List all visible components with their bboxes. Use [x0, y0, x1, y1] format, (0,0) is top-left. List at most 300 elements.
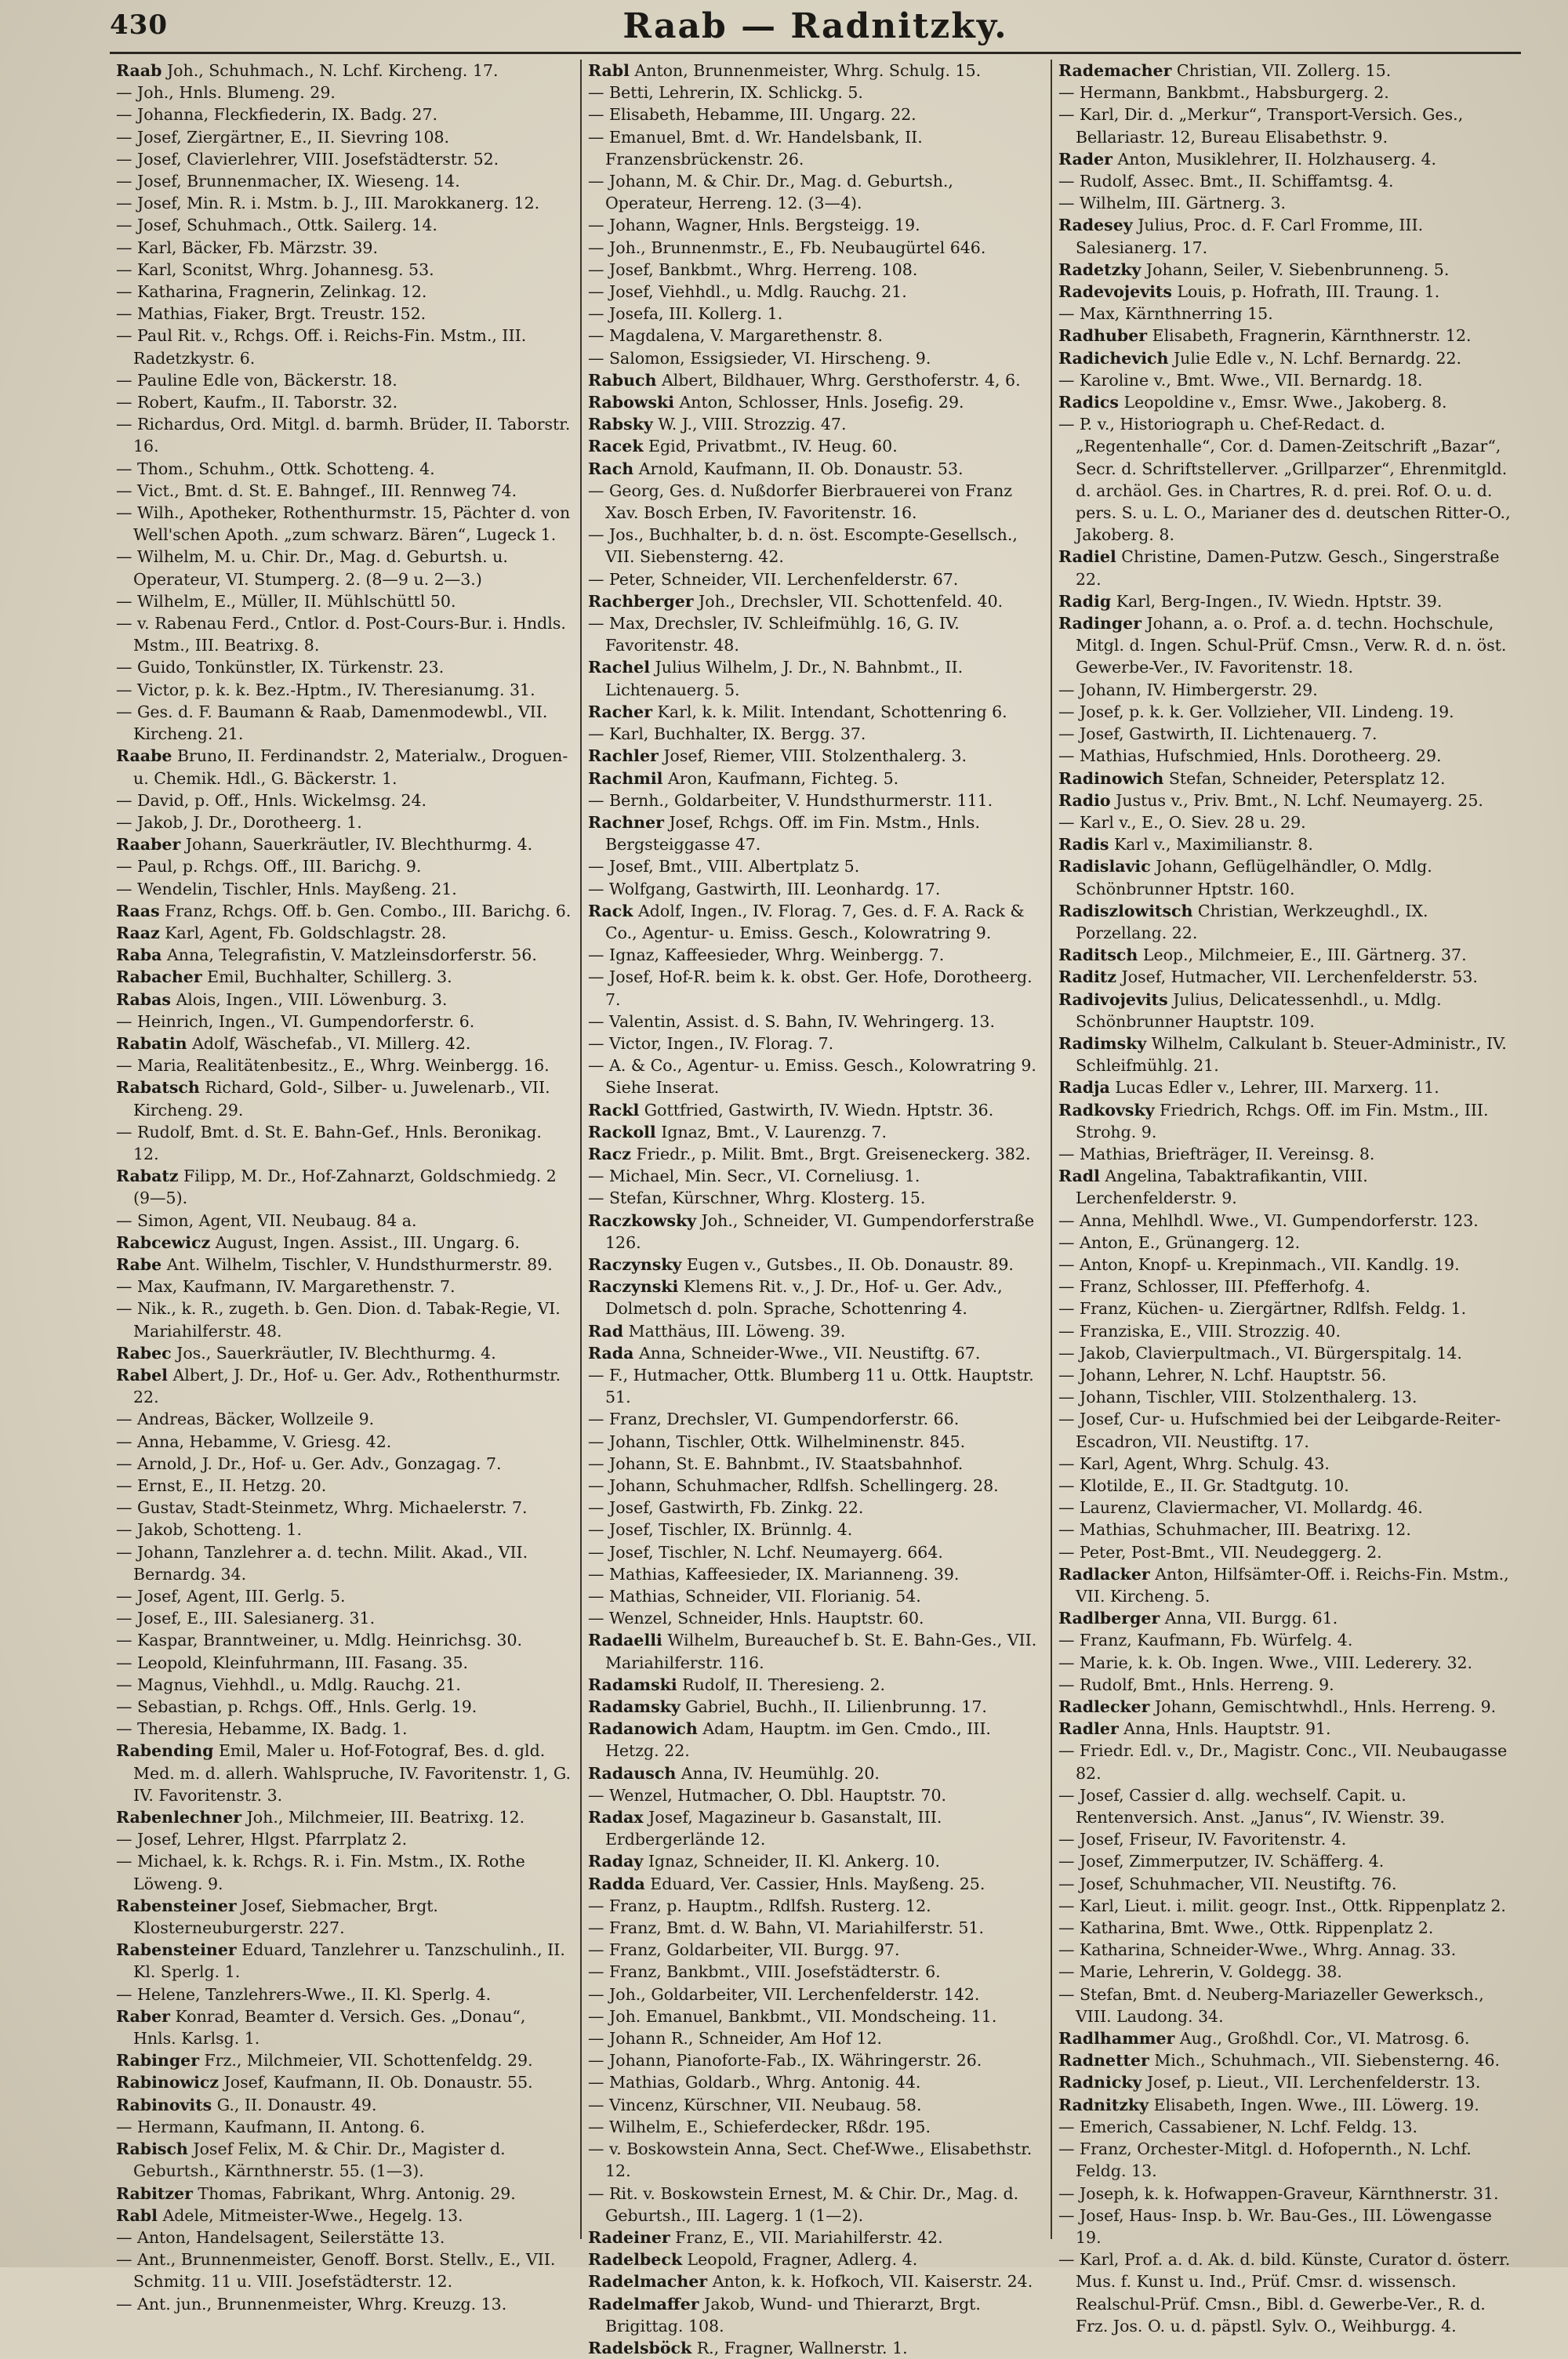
entry-text: Johann, Gemischtwhdl., Hnls. Herreng. 9. [1149, 1697, 1497, 1717]
entry-text: — Anna, Hebamme, V. Griesg. 42. [116, 1432, 392, 1451]
entry-text: Josef, Rchgs. Off. im Fin. Mstm., Hnls. Bergsteiggasse 47. [605, 812, 980, 855]
directory-entry [588, 1895, 1043, 1917]
entry-text: — Franz, Drechsler, VI. Gumpendorferstr. 66. [588, 1410, 960, 1429]
directory-entry [1058, 281, 1513, 303]
entry-surname: Radiel [1058, 547, 1116, 567]
directory-entry [588, 1718, 1043, 1762]
directory-entry [1058, 214, 1513, 258]
entry-text: Anna, IV. Heumühlg. 20. [676, 1763, 880, 1783]
directory-entry [116, 944, 572, 966]
entry-text: — Hermann, Kaufmann, II. Antong. 6. [116, 2117, 426, 2136]
directory-entry [1058, 679, 1513, 701]
entry-text: — Valentin, Assist. d. S. Bahn, IV. Wehringerg. 13. [588, 1011, 995, 1031]
entry-text: — Wilhelm, III. Gärtnerg. 3. [1058, 194, 1287, 213]
entry-surname: Rabsky [588, 415, 653, 434]
directory-entry [1058, 833, 1513, 855]
entry-text: Julius, Delicatessenhdl., u. Mdlg. Schönbrunner Hauptstr. 109. [1076, 989, 1442, 1031]
directory-entry [588, 325, 1043, 347]
directory-entry [588, 701, 1043, 723]
entry-surname: Radlhammer [1058, 2029, 1175, 2049]
directory-entry [1058, 413, 1513, 546]
entry-text: Anton, k. k. Hofkoch, VII. Kaiserstr. 24. [707, 2272, 1033, 2292]
entry-text: — Victor, p. k. k. Bez.-Hptm., IV. Theresianumg. 31. [116, 680, 535, 699]
entry-text: Karl, k. k. Milit. Intendant, Schottenring 6. [652, 702, 1007, 721]
entry-surname: Rabowski [588, 393, 674, 412]
directory-entry [588, 1585, 1043, 1607]
directory-entry [588, 1187, 1043, 1209]
directory-entry [588, 568, 1043, 590]
entry-surname: Rabel [116, 1365, 168, 1385]
entry-text: Justus v., Priv. Bmt., N. Lchf. Neumayerg. 25. [1110, 790, 1483, 810]
entry-text: — Rit. v. Boskowstein Ernest, M. & Chir. Dr., Mag. d. Geburtsh., III. Lagerg. 1 (1—2). [588, 2183, 1019, 2225]
directory-entry [116, 391, 572, 413]
directory-entry [116, 192, 572, 214]
entry-text: — Stefan, Bmt. d. Neuberg-Mariazeller Gewerksch., VIII. Laudong. 34. [1058, 1984, 1484, 2026]
directory-entry [588, 944, 1043, 966]
entry-text: — Franz, Bmt. d. W. Bahn, VI. Mariahilferstr. 51. [588, 1918, 984, 1938]
entry-text: Johann, Geflügelhändler, O. Mdlg. Schönbrunner Hptstr. 160. [1076, 857, 1432, 898]
entry-text: — Josef, Clavierlehrer, VIII. Josefstädterstr. 52. [116, 149, 499, 169]
entry-surname: Radivojevits [1058, 989, 1168, 1009]
directory-entry [116, 325, 572, 368]
entry-text: — Josef, Lehrer, Hlgst. Pfarrplatz 2. [116, 1830, 408, 1849]
entry-text: — Magnus, Viehhdl., u. Mdlg. Rauchg. 21. [116, 1675, 461, 1694]
directory-entry [116, 1364, 572, 1408]
directory-entry [1058, 1453, 1513, 1475]
entry-text: — F., Hutmacher, Ottk. Blumberg 11 u. Ottk. Hauptstr. 51. [588, 1365, 1034, 1407]
entry-text: Julius, Proc. d. F. Carl Fromme, III. Salesianerg. 17. [1076, 216, 1424, 257]
directory-entry [1058, 2183, 1513, 2205]
entry-text: — Wendelin, Tischler, Hnls. Mayßeng. 21. [116, 879, 457, 898]
directory-entry [1058, 900, 1513, 944]
entry-text: Adolf, Ingen., IV. Florag. 7, Ges. d. F. A. Rack & Co., Agentur- u. Emiss. Gesch., Kolowratring 9. [605, 901, 1025, 942]
directory-entry [116, 1718, 572, 1740]
entry-text: — Franz, p. Hauptm., Rdlfsh. Rusterg. 12. [588, 1896, 931, 1915]
directory-entry [588, 303, 1043, 325]
directory-entry [588, 789, 1043, 811]
entry-text: — Josef, Bankbmt., Whrg. Herreng. 108. [588, 259, 918, 279]
entry-text: Johann, Seiler, V. Siebenbrunneng. 5. [1141, 259, 1450, 279]
entry-surname: Raaber [116, 835, 181, 855]
entry-text: Karl, Agent, Fb. Goldschlagstr. 28. [159, 923, 447, 942]
entry-text: — Joseph, k. k. Hofwappen-Graveur, Kärnthnerstr. 31. [1058, 2183, 1499, 2203]
entry-surname: Rabatsch [116, 1078, 200, 1098]
entry-surname: Radda [588, 1874, 645, 1893]
directory-entry [588, 2183, 1043, 2227]
directory-entry [1058, 546, 1513, 590]
entry-surname: Rachmil [588, 768, 663, 788]
entry-surname: Rabuch [588, 370, 657, 390]
entry-text: — Thom., Schuhm., Ottk. Schotteng. 4. [116, 459, 435, 478]
entry-text: — Josef, Tischler, N. Lchf. Neumayerg. 664. [588, 1542, 943, 1562]
entry-surname: Raczynski [588, 1277, 679, 1297]
entry-surname: Raczkowsky [588, 1210, 697, 1230]
entry-text: — Peter, Schneider, VII. Lerchenfelderstr. 67. [588, 569, 959, 589]
directory-entry [116, 1210, 572, 1232]
entry-surname: Radausch [588, 1763, 677, 1783]
directory-entry [588, 768, 1043, 789]
entry-surname: Rademacher [1058, 61, 1172, 80]
entry-text: — Ignaz, Kaffeesieder, Whrg. Weinbergg. 7. [588, 945, 945, 965]
entry-text: — Josef, Haus- Insp. b. Wr. Bau-Ges., III. Löwengasse 19. [1058, 2205, 1492, 2247]
directory-entry [1058, 1276, 1513, 1297]
directory-entry [588, 347, 1043, 369]
directory-entry [116, 1011, 572, 1033]
entry-text: — Wilhelm, E., Schieferdecker, Rßdr. 195. [588, 2117, 931, 2136]
entry-text: — Josef, Bmt., VIII. Albertplatz 5. [588, 857, 860, 876]
directory-entry [116, 878, 572, 900]
directory-entry [588, 435, 1043, 457]
entry-text: — Franz, Orchester-Mitgl. d. Hofopernth., N. Lchf. Feldg. 13. [1058, 2139, 1472, 2181]
entry-text: — Michael, Min. Secr., VI. Corneliusg. 1. [588, 1167, 920, 1186]
directory-entry [1058, 1895, 1513, 1917]
entry-text: — Mathias, Schneider, VII. Florianig. 54. [588, 1587, 921, 1606]
directory-entry [1058, 2094, 1513, 2116]
entry-text: Klemens Rit. v., J. Dr., Hof- u. Ger. Adv., Dolmetsch d. poln. Sprache, Schottenring 4. [605, 1277, 1003, 1319]
directory-entry [588, 413, 1043, 435]
entry-text: Louis, p. Hofrath, III. Traung. 1. [1171, 282, 1440, 302]
entry-surname: Rabensteiner [116, 1940, 237, 1960]
entry-surname: Radis [1058, 835, 1109, 855]
directory-entry [116, 1254, 572, 1276]
entry-text: Karl, Berg-Ingen., IV. Wiedn. Hptstr. 39. [1111, 591, 1443, 611]
entry-surname: Radeiner [588, 2227, 670, 2247]
entry-surname: Radelbeck [588, 2250, 683, 2270]
directory-entry [116, 612, 572, 656]
directory-entry [116, 900, 572, 922]
directory-entry [588, 1011, 1043, 1033]
entry-surname: Rabinovits [116, 2095, 212, 2114]
entry-text: — Johanna, Fleckfiederin, IX. Badg. 27. [116, 105, 438, 125]
entry-text: — Maria, Realitätenbesitz., E., Whrg. Weinbergg. 16. [116, 1056, 550, 1076]
entry-text: Jos., Sauerkräutler, IV. Blechthurmg. 4. [171, 1343, 496, 1363]
entry-surname: Racher [588, 702, 653, 721]
entry-text: Alois, Ingen., VIII. Löwenburg. 3. [170, 989, 448, 1009]
entry-text: — Vincenz, Kürschner, VII. Neubaug. 58. [588, 2095, 922, 2114]
entry-text: Anna, Schneider-Wwe., VII. Neustiftg. 67. [633, 1343, 981, 1363]
entry-text: — David, p. Off., Hnls. Wickelmsg. 24. [116, 790, 427, 810]
entry-surname: Raba [116, 945, 162, 965]
directory-entry [588, 1497, 1043, 1519]
entry-surname: Radetzky [1058, 259, 1142, 279]
directory-entry [1058, 1143, 1513, 1165]
directory-entry [1058, 2138, 1513, 2182]
entry-text: — Josef, Gastwirth, II. Lichtenauerg. 7. [1058, 724, 1377, 744]
directory-entry [1058, 1983, 1513, 2027]
directory-entry [588, 2094, 1043, 2116]
entry-text: — Anna, Mehlhdl. Wwe., VI. Gumpendorferstr. 123. [1058, 1210, 1479, 1230]
directory-entry [116, 148, 572, 170]
entry-text: — Karoline v., Bmt. Wwe., VII. Bernardg. 18. [1058, 370, 1423, 390]
entry-text: — Karl, Sconitst, Whrg. Johannesg. 53. [116, 259, 434, 279]
entry-surname: Racz [588, 1144, 631, 1163]
directory-entry [1058, 1629, 1513, 1651]
entry-surname: Rack [588, 901, 633, 920]
directory-entry [1058, 1475, 1513, 1497]
entry-text: Wilhelm, Bureauchef b. St. E. Bahn-Ges., VII. Mariahilferstr. 116. [605, 1631, 1037, 1672]
directory-entry [1058, 1320, 1513, 1342]
entry-text: Leopoldine v., Emsr. Wwe., Jakoberg. 8. [1118, 393, 1447, 412]
entry-surname: Radlberger [1058, 1609, 1160, 1628]
entry-surname: Radlecker [1058, 1697, 1150, 1717]
entry-text: — Josef, Tischler, IX. Brünnlg. 4. [588, 1520, 853, 1540]
entry-surname: Radax [588, 1808, 644, 1827]
entry-text: — Anton, Knopf- u. Krepinmach., VII. Kandlg. 19. [1058, 1254, 1460, 1274]
directory-entry [588, 1408, 1043, 1430]
directory-entry [1058, 391, 1513, 413]
entry-text: Joh., Drechsler, VII. Schottenfeld. 40. [693, 591, 1004, 611]
column-3 [1051, 60, 1521, 2335]
entry-text: — Joh. Emanuel, Bankbmt., VII. Mondscheing. 11. [588, 2006, 997, 2026]
entry-text: — Karl, Prof. a. d. Ak. d. bild. Künste, Curator d. österr. Mus. f. Kunst u. Ind., Prüf. Cmsr. d. wissensch. Realschul-Prüf. Cmsn., Bibl. d. Gewerbe-Ver., R. d. Frz. Jos. O. u. d. päpstl. Sylv. O., Weihburgg. 4. [1058, 2250, 1511, 2335]
entry-surname: Rabitzer [116, 2183, 193, 2203]
entry-surname: Radislavic [1058, 857, 1151, 876]
entry-text: — Ant., Brunnenmeister, Genoff. Borst. Stellv., E., VII. Schmitg. 11 u. VIII. Josefstädterstr. 12. [116, 2250, 556, 2292]
directory-entry [116, 103, 572, 125]
entry-text: Albert, Bildhauer, Whrg. Gersthoferstr. 4, 6. [656, 370, 1021, 390]
entry-text: Josef, Hutmacher, VII. Lerchenfelderstr. 53. [1116, 967, 1478, 987]
entry-text: Anton, Musiklehrer, II. Holzhauserg. 4. [1112, 149, 1437, 169]
entry-surname: Raditsch [1058, 945, 1138, 965]
entry-text: — Josef, Cur- u. Hufschmied bei der Leibgarde-Reiter-Escadron, VII. Neustiftg. 17. [1058, 1410, 1501, 1451]
entry-text: Egid, Privatbmt., IV. Heug. 60. [643, 437, 898, 456]
directory-entry [1058, 1033, 1513, 1076]
directory-entry [116, 1121, 572, 1165]
entry-text: — Ges. d. F. Baumann & Raab, Damenmodewbl., VII. Kircheng. 21. [116, 702, 548, 744]
directory-entry [116, 1541, 572, 1585]
directory-entry [588, 126, 1043, 170]
entry-text: Christian, Werkzeughdl., IX. Porzellang. 22. [1076, 901, 1428, 942]
entry-text: — Victor, Ingen., IV. Florag. 7. [588, 1033, 834, 1053]
directory-entry [1058, 1961, 1513, 1983]
entry-text: Jakob, Wund- und Thierarzt, Brgt. Brigittag. 108. [605, 2294, 981, 2335]
directory-entry [1058, 170, 1513, 192]
directory-entry [116, 1408, 572, 1430]
entry-surname: Radesey [1058, 216, 1133, 235]
entry-surname: Radelsböck [588, 2338, 692, 2357]
entry-text: — Mathias, Goldarb., Whrg. Antonig. 44. [588, 2073, 921, 2092]
directory-entry [588, 1143, 1043, 1165]
entry-text: — Josef, Agent, III. Gerlg. 5. [116, 1587, 346, 1606]
directory-entry [1058, 1297, 1513, 1319]
directory-entry [1058, 811, 1513, 833]
entry-text: Joh., Schuhmach., N. Lchf. Kircheng. 17. [162, 61, 499, 80]
directory-entry [588, 1607, 1043, 1629]
entry-text: Anna, Telegrafistin, V. Matzleinsdorferstr. 56. [162, 945, 537, 965]
entry-text: — Jakob, Schotteng. 1. [116, 1520, 302, 1540]
entry-surname: Radiszlowitsch [1058, 901, 1193, 920]
directory-entry [116, 1983, 572, 2005]
directory-entry [588, 259, 1043, 281]
column-1 [110, 60, 580, 2314]
directory-entry [1058, 325, 1513, 347]
directory-entry [116, 2116, 572, 2138]
directory-entry [588, 2248, 1043, 2270]
entry-text: — Max, Kaufmann, IV. Margarethenstr. 7. [116, 1277, 456, 1297]
entry-text: — Salomon, Essigsieder, VI. Hirscheng. 9. [588, 348, 931, 368]
entry-surname: Raas [116, 901, 160, 920]
entry-text: — Franz, Bankbmt., VIII. Josefstädterstr. 6. [588, 1962, 941, 1982]
directory-entry [1058, 192, 1513, 214]
entry-text: — Max, Kärnthnerring 15. [1058, 304, 1273, 324]
directory-entry [588, 1961, 1043, 1983]
entry-surname: Rada [588, 1343, 634, 1363]
entry-text: — Josef, Ziergärtner, E., II. Sievring 108. [116, 127, 450, 147]
entry-surname: Rabending [116, 1741, 214, 1761]
entry-text: Emil, Maler u. Hof-Fotograf, Bes. d. gld. Med. m. d. allerh. Wahlspruche, IV. Favoritenstr. 1, G. IV. Favoritenstr. 3. [133, 1741, 572, 1805]
directory-entry [116, 1497, 572, 1519]
entry-text: — Karl, Dir. d. „Merkur“, Transport-Versich. Ges., Bellariastr. 12, Bureau Elisabethstr. 9. [1058, 105, 1464, 147]
entry-text: Leop., Milchmeier, E., III. Gärtnerg. 37. [1138, 945, 1467, 965]
directory-entry [1058, 768, 1513, 789]
directory-entry [588, 900, 1043, 944]
entry-text: — Johann, M. & Chir. Dr., Mag. d. Geburtsh., Operateur, Herreng. 12. (3—4). [588, 172, 953, 213]
directory-entry [588, 369, 1043, 391]
entry-text: — Wilhelm, E., Müller, II. Mühlschüttl 50. [116, 591, 456, 611]
directory-entry [116, 82, 572, 103]
directory-entry [1058, 1873, 1513, 1895]
entry-text: — Katharina, Fragnerin, Zelinkag. 12. [116, 282, 427, 302]
directory-entry [1058, 723, 1513, 745]
directory-entry [116, 126, 572, 148]
entry-surname: Rachner [588, 812, 664, 832]
directory-entry [588, 966, 1043, 1010]
directory-entry [116, 811, 572, 833]
entry-surname: Rader [1058, 149, 1112, 169]
directory-entry [116, 1054, 572, 1076]
directory-entry [116, 1585, 572, 1607]
entry-text: — Paul, p. Rchgs. Off., III. Barichg. 9. [116, 857, 422, 876]
entry-text: Wilhelm, Calkulant b. Steuer-Administr., IV. Schleifmühlg. 21. [1076, 1033, 1507, 1076]
entry-text: — Kaspar, Branntweiner, u. Mdlg. Heinrichsg. 30. [116, 1631, 523, 1650]
entry-text: Anton, Hilfsämter-Off. i. Reichs-Fin. Mstm., VII. Kircheng. 5. [1076, 1564, 1509, 1606]
entry-text: — Max, Drechsler, IV. Schleifmühlg. 16, G. IV. Favoritenstr. 48. [588, 614, 960, 655]
directory-entry [116, 1342, 572, 1364]
directory-entry [116, 1607, 572, 1629]
directory-entry [1058, 789, 1513, 811]
directory-entry [116, 2248, 572, 2292]
entry-text: — Sebastian, p. Rchgs. Off., Hnls. Gerlg. 19. [116, 1697, 477, 1717]
entry-text: Elisabeth, Fragnerin, Kärnthnerstr. 12. [1147, 326, 1472, 346]
directory-entry [588, 1165, 1043, 1187]
entry-text: Konrad, Beamter d. Versich. Ges. „Donau“, Hnls. Karlsg. 1. [133, 2006, 526, 2049]
directory-entry [1058, 1784, 1513, 1828]
directory-entry [588, 811, 1043, 855]
entry-text: — Johann, Schuhmacher, Rdlfsh. Schellingerg. 28. [588, 1476, 999, 1495]
entry-text: Arnold, Kaufmann, II. Ob. Donaustr. 53. [633, 459, 964, 478]
entry-text: Anton, Brunnenmeister, Whrg. Schulg. 15. [629, 61, 982, 80]
entry-text: — Gustav, Stadt-Steinmetz, Whrg. Michaelerstr. 7. [116, 1498, 528, 1518]
directory-entry [116, 214, 572, 236]
directory-entry [588, 1674, 1043, 1696]
entry-surname: Rabinger [116, 2051, 199, 2070]
directory-entry [116, 2293, 572, 2315]
directory-entry [116, 656, 572, 678]
directory-entry [1058, 1076, 1513, 1098]
entry-surname: Radl [1058, 1167, 1100, 1186]
directory-entry [588, 1541, 1043, 1563]
directory-entry [116, 789, 572, 811]
directory-entry [588, 1806, 1043, 1850]
entry-text: Angelina, Tabaktrafikantin, VIII. Lerchenfelderstr. 9. [1076, 1167, 1368, 1208]
entry-text: — Joh., Goldarbeiter, VII. Lerchenfelderstr. 142. [588, 1984, 980, 2004]
directory-entry [116, 413, 572, 457]
directory-entry [588, 745, 1043, 767]
entry-surname: Radinger [1058, 614, 1142, 633]
entry-text: — Andreas, Bäcker, Wollzeile 9. [116, 1410, 375, 1429]
directory-entry [116, 1033, 572, 1054]
directory-entry [1058, 1828, 1513, 1850]
entry-text: Bruno, II. Ferdinandstr. 2, Materialw., Droguen- u. Chemik. Hdl., G. Bäckerstr. 1. [133, 746, 568, 788]
directory-entry [588, 1254, 1043, 1276]
entry-text: — v. Rabenau Ferd., Cntlor. d. Post-Cours-Bur. i. Hndls. Mstm., III. Beatrixg. 8. [116, 614, 566, 655]
directory-entry [588, 1519, 1043, 1541]
entry-surname: Rabl [588, 61, 630, 80]
entry-text: — Josef, Zimmerputzer, IV. Schäfferg. 4. [1058, 1852, 1385, 1871]
directory-entry [1058, 303, 1513, 325]
entry-text: — Bernh., Goldarbeiter, V. Hundsthurmerstr. 111. [588, 790, 993, 810]
directory-entry [588, 1563, 1043, 1585]
directory-entry [1058, 1364, 1513, 1386]
entry-surname: Rabas [116, 989, 171, 1009]
entry-text: — Wenzel, Hutmacher, O. Dbl. Hauptstr. 70. [588, 1785, 947, 1805]
entry-text: W. J., VIII. Strozzig. 47. [652, 415, 847, 434]
entry-text: — Johann, Tischler, Ottk. Wilhelminenstr. 845. [588, 1432, 966, 1451]
entry-text: — Karl, Buchhalter, IX. Bergg. 37. [588, 724, 866, 744]
directory-entry [1058, 590, 1513, 612]
entry-text: Adolf, Wäschefab., VI. Millerg. 42. [187, 1033, 471, 1053]
entry-text: Eduard, Ver. Cassier, Hnls. Mayßeng. 25. [644, 1874, 985, 1893]
page-number: 430 [110, 9, 168, 41]
directory-entry [588, 855, 1043, 877]
directory-entry [116, 502, 572, 546]
directory-entry [116, 2071, 572, 2093]
entry-text: — Mathias, Kaffeesieder, IX. Marianneng. 39. [588, 1564, 960, 1584]
directory-entry [1058, 612, 1513, 679]
directory-entry [588, 2293, 1043, 2337]
entry-text: — Josef, Schuhmacher, VII. Neustiftg. 76. [1058, 1874, 1397, 1893]
entry-text: — Pauline Edle von, Bäckerstr. 18. [116, 370, 397, 390]
entry-text: Anna, VII. Burgg. 61. [1160, 1609, 1338, 1628]
directory-entry [116, 1828, 572, 1850]
entry-surname: Radevojevits [1058, 282, 1172, 302]
entry-surname: Rabenlechner [116, 1808, 242, 1827]
directory-entry [588, 1784, 1043, 1806]
directory-entry [1058, 1408, 1513, 1452]
entry-text: — Josef, Friseur, IV. Favoritenstr. 4. [1058, 1830, 1347, 1849]
entry-surname: Rachler [588, 746, 659, 766]
directory-entry [588, 723, 1043, 745]
directory-entry [588, 214, 1043, 236]
entry-text: — Franziska, E., VIII. Strozzig. 40. [1058, 1321, 1341, 1341]
entry-text: Josef, Magazineur b. Gasanstalt, III. Erdbergerlände 12. [605, 1808, 942, 1849]
page-header [110, 5, 1521, 50]
directory-entry [588, 1939, 1043, 1961]
entry-surname: Radhuber [1058, 326, 1148, 346]
entry-text: — Anton, Handelsagent, Seilerstätte 13. [116, 2227, 445, 2247]
entry-text: Eugen v., Gutsbes., II. Ob. Donaustr. 89. [681, 1254, 1014, 1274]
directory-entry [1058, 1497, 1513, 1519]
directory-entry [116, 2183, 572, 2205]
entry-text: — Paul Rit. v., Rchgs. Off. i. Reichs-Fin. Mstm., III. Radetzkystr. 6. [116, 326, 527, 368]
running-head: Raab — Radnitzky. [622, 6, 1008, 46]
entry-surname: Raab [116, 61, 162, 80]
entry-text: — Josef, Brunnenmacher, IX. Wieseng. 14. [116, 172, 460, 191]
directory-entry [116, 855, 572, 877]
directory-entry [588, 2049, 1043, 2071]
directory-entry [116, 1696, 572, 1718]
directory-entry [588, 170, 1043, 214]
